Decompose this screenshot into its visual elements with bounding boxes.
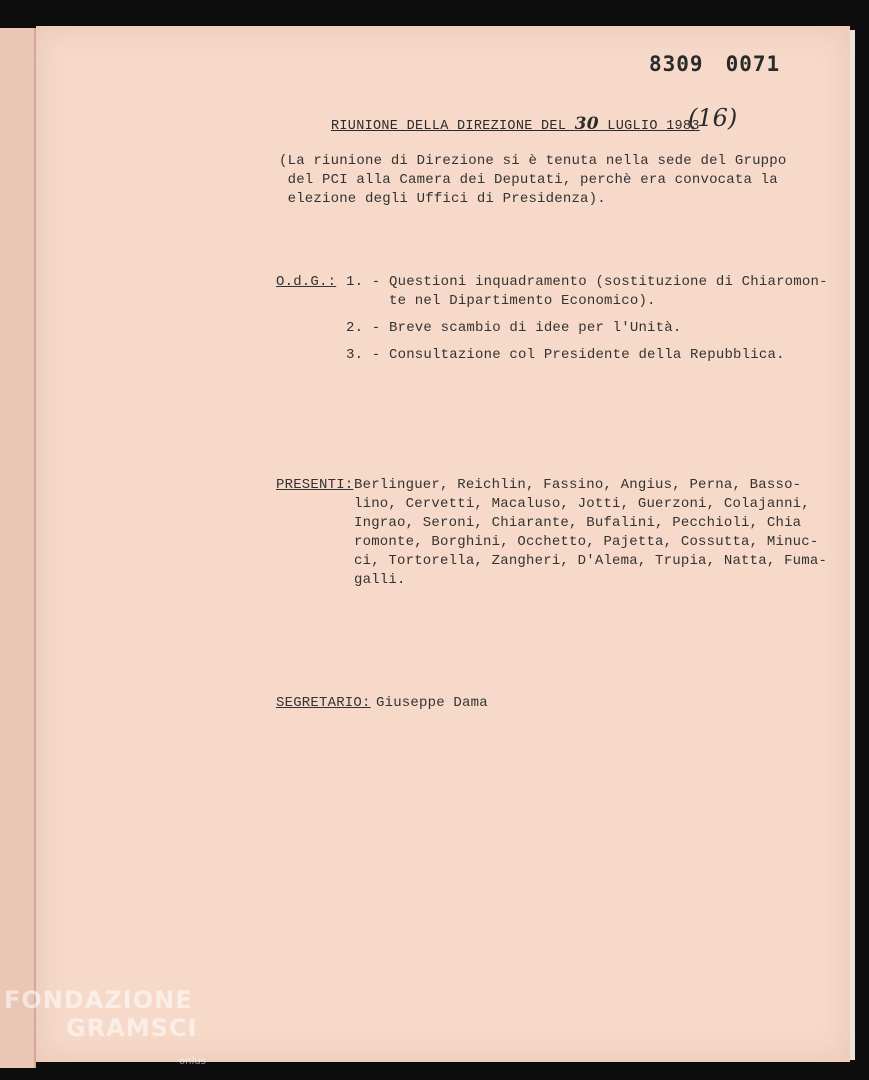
- segretario-label: SEGRETARIO:: [276, 695, 371, 711]
- presenti-line-4: romonte, Borghini, Occhetto, Pajetta, Cossutta, Minuc-: [354, 534, 819, 550]
- doc-number-1: 8309: [649, 52, 704, 76]
- page-title: [331, 114, 700, 134]
- doc-number-2: 0071: [725, 52, 781, 76]
- presenti-line-5: ci, Tortorella, Zangheri, D'Alema, Trupia, Natta, Fuma-: [354, 553, 828, 569]
- title-pre: RIUNIONE DELLA DIREZIONE DEL: [331, 119, 575, 134]
- page-edge: [850, 30, 855, 1060]
- sequence-mark: (16): [688, 104, 738, 132]
- watermark-line-1: FONDAZIONE: [4, 986, 193, 1014]
- note-line-3: elezione degli Uffici di Presidenza).: [279, 191, 606, 207]
- presenti-line-2: lino, Cervetti, Macaluso, Jotti, Guerzoni, Colajanni,: [354, 496, 810, 512]
- odg-item-1-line-1: 1. - Questioni inquadramento (sostituzione di Chiaromon-: [346, 274, 828, 290]
- watermark-line-2: GRAMSCI: [66, 1014, 198, 1042]
- odg-item-2: 2. - Breve scambio di idee per l'Unità.: [346, 320, 682, 336]
- presenti-label: PRESENTI:: [276, 477, 354, 493]
- note-line-2: del PCI alla Camera dei Deputati, perchè era convocata la: [279, 172, 778, 188]
- segretario-name: Giuseppe Dama: [376, 695, 488, 711]
- odg-item-3: 3. - Consultazione col Presidente della Repubblica.: [346, 347, 785, 363]
- odg-item-1-line-2: te nel Dipartimento Economico).: [346, 293, 656, 309]
- watermark-sub: onlus: [179, 1056, 206, 1067]
- title-day: 30: [574, 114, 599, 134]
- fondazione-gramsci-watermark: [4, 986, 206, 1067]
- presenti-line-3: Ingrao, Seroni, Chiarante, Bufalini, Pecchioli, Chia: [354, 515, 802, 531]
- note-line-1: (La riunione di Direzione si è tenuta nella sede del Gruppo: [279, 153, 787, 169]
- document-number: [649, 52, 802, 76]
- presenti-line-1: Berlinguer, Reichlin, Fassino, Angius, Perna, Basso-: [354, 477, 802, 493]
- title-post: LUGLIO 1983: [598, 119, 700, 134]
- binder-spine: [0, 28, 36, 1068]
- odg-label: O.d.G.:: [276, 274, 337, 290]
- presenti-line-6: galli.: [354, 572, 406, 588]
